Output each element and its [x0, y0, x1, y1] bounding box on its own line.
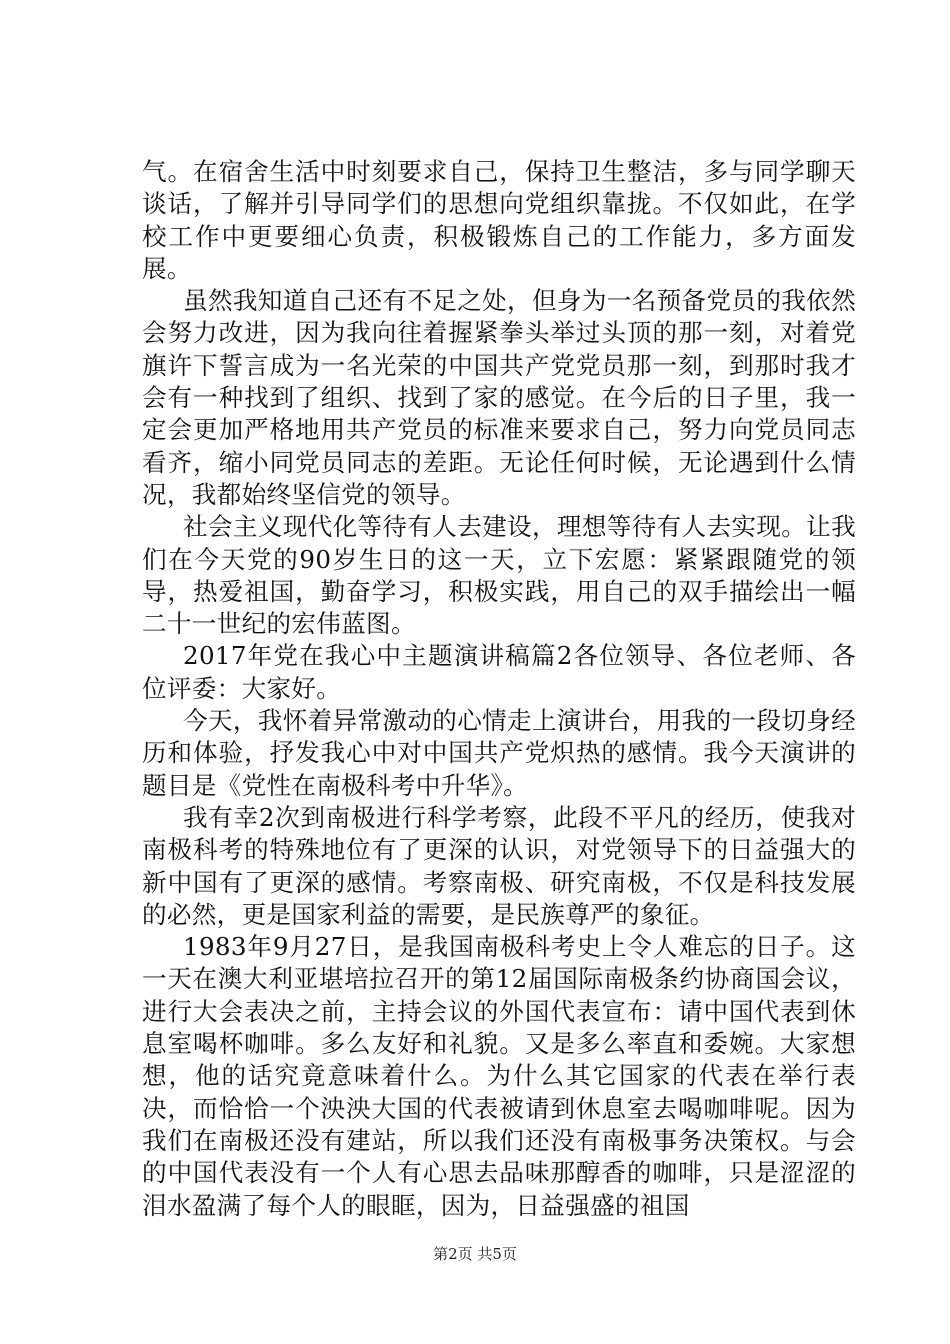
paragraph-continuation: 气。在宿舍生活中时刻要求自己，保持卫生整洁，多与同学聊天谈话，了解并引导同学们的思想向党组织靠拢。不仅如此，在学校工作中更要细心负责，积极锻炼自己的工作能力，多方面发展。 — [142, 157, 856, 283]
paragraph: 社会主义现代化等待有人去建设，理想等待有人去实现。让我们在今天党的90岁生日的这一天，立下宏愿：紧紧跟随党的领导，热爱祖国，勤奋学习，积极实践，用自己的双手描绘出一幅二十一世纪的宏伟蓝图。 — [142, 512, 856, 639]
page-number-footer: 第2页 共5页 — [433, 1245, 517, 1263]
paragraph: 今天，我怀着异常激动的心情走上演讲台，用我的一段切身经历和体验，抒发我心中对中国共产党炽热的感情。我今天演讲的题目是《党性在南极科考中升华》。 — [142, 706, 856, 800]
document-body — [142, 156, 856, 1222]
paragraph: 我有幸2次到南极进行科学考察，此段不平凡的经历，使我对南极科考的特殊地位有了更深的认识，对党领导下的日益强大的新中国有了更深的感情。考察南极、研究南极，不仅是科技发展的必然，更是国家利益的需要，是民族尊严的象征。 — [142, 802, 856, 929]
paragraph: 虽然我知道自己还有不足之处，但身为一名预备党员的我依然会努力改进，因为我向往着握紧拳头举过头顶的那一刻，对着党旗许下誓言成为一名光荣的中国共产党党员那一刻，到那时我才会有一种找到了组织、找到了家的感觉。在今后的日子里，我一定会更加严格地用共产党员的标准来要求自己，努力向党员同志看齐，缩小同党员同志的差距。无论任何时候，无论遇到什么情况，我都始终坚信党的领导。 — [142, 286, 856, 509]
paragraph: 1983年9月27日，是我国南极科考史上令人难忘的日子。这一天在澳大利亚堪培拉召开的第12届国际南极条约协商国会议，进行大会表决之前，主持会议的外国代表宣布：请中国代表到休息室喝杯咖啡。多么友好和礼貌。又是多么率直和委婉。大家想想，他的话究竟意味着什么。为什么其它国家的代表在举行表决，而恰恰一个泱泱大国的代表被请到休息室去喝咖啡呢。因为我们在南极还没有建站，所以我们还没有南极事务决策权。与会的中国代表没有一个人有心思去品味那醇香的咖啡，只是涩涩的泪水盈满了每个人的眼眶，因为，日益强盛的祖国 — [142, 932, 856, 1220]
paragraph-speech-heading: 2017年党在我心中主题演讲稿篇2各位领导、各位老师、各位评委：大家好。 — [142, 641, 856, 703]
